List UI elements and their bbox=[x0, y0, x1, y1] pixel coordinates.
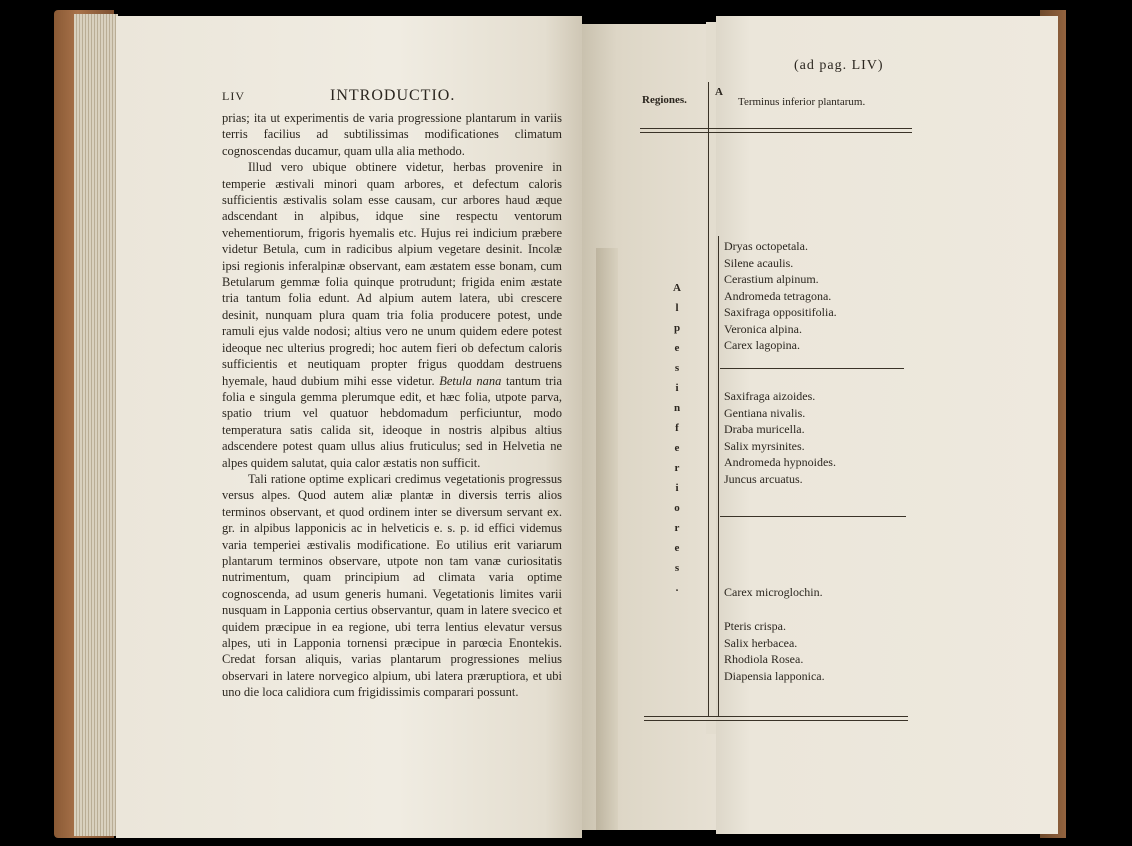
header-rule-top bbox=[640, 128, 912, 129]
paragraph-3: Tali ratione optime explicari credimus vegetationis progressus versus alpes. Quod autem aliæ plantæ in diversis terris alios terminos observant, et quod ordinem inter se diversum servant ex. gr. in alpibus lapponicis ac in helveticis e. s. p. id effici videmus varia temperiei æstivalis modificatione. Eo utilius erit variarum plantarum terminos observare, utpote non tam vanæ curiositatis nutrimentum, quam principium ad climata varia optime cognoscenda, ad usum generis humani. Vegetationis limites varii nusquam in Lapponia certius observantur, quam in latere svecico et quidem præcipue in ea regione, ubi terra lentius elevatur versus alpes, uti in Lapponia tornensi præcipue in parœcia Enontekis. Credat forsan aliquis, varias plantarum progressiones melius observari in latere norvegico alpium, ubi latera præruptiora, et ubi uno die loca calidiora cum frigidissimis comparari possunt. bbox=[222, 471, 562, 700]
column-header-a: A bbox=[715, 86, 723, 98]
running-head bbox=[222, 87, 558, 109]
plant-item: Saxifraga oppositifolia. bbox=[724, 305, 837, 319]
plant-item: Draba muricella. bbox=[724, 422, 805, 436]
plant-item: Juncus arcuatus. bbox=[724, 471, 803, 486]
column-divider bbox=[708, 82, 709, 716]
plant-item: Pteris crispa. bbox=[724, 619, 786, 633]
plant-item: Andromeda hypnoides. bbox=[724, 455, 836, 469]
page-edges bbox=[74, 14, 118, 836]
group-rule-1 bbox=[720, 368, 904, 369]
plant-item: Salix myrsinites. bbox=[724, 438, 805, 453]
paragraph-2 bbox=[222, 159, 562, 471]
paragraph-2-continued: tantum tria folia e singula gemma plerumque edit, et hæc folia, utpote parva, spatio trium vel quatuor hebdomadum perficiuntur, modo temperatura satis calida sit, ideoque in nostris alpibus altius adscendere potest quam ullus alius fruticulus; sed in Helvetia ne alpes quidem salutat, quia calor æstatis non sufficit. bbox=[222, 373, 562, 470]
body-text bbox=[222, 110, 562, 722]
column-header-regiones: Regiones. bbox=[642, 94, 687, 106]
plant-group-3 bbox=[724, 584, 823, 601]
plant-item: Carex lagopina. bbox=[724, 338, 800, 352]
plant-group-2 bbox=[724, 388, 836, 487]
plant-item: Silene acaulis. bbox=[724, 255, 794, 270]
italic-phrase: Betula nana bbox=[439, 373, 502, 388]
plant-item: Carex microglochin. bbox=[724, 585, 823, 599]
plant-item: Veronica alpina. bbox=[724, 321, 802, 336]
plant-group-4 bbox=[724, 618, 825, 684]
plant-group-1 bbox=[724, 238, 837, 354]
region-label: A l p e s i n f e r i o r e s . bbox=[673, 282, 681, 594]
plant-item: Saxifraga aizoides. bbox=[724, 389, 816, 403]
header-rule-bottom bbox=[640, 132, 912, 133]
plant-item: Dryas octopetala. bbox=[724, 239, 808, 253]
plant-item: Cerastium alpinum. bbox=[724, 272, 819, 286]
plant-item: Salix herbacea. bbox=[724, 635, 798, 650]
paragraph-2-text: Illud vero ubique obtinere videtur, herbas provenire in temperie æstivali minori quam arbores, et defectum caloris sufficientis æstivalis solam esse causam, cur arbores haud æque adscendant in alpibus, idque sine respectu ventorum vehementiorum, frigoris hyemalis etc. Hujus rei indicium præbere videtur Betula, cum in radicibus alpium vegetare desinit. Incolæ ipsi regionis inferalpinæ observant, eam æstatem esse bonam, cum Betularum gemmæ folia quinque protrudunt; frigida enim æstate tria tantum folia edunt. Ad alpium autem latera, ubi crescere desinit, nunquam plura quam tria folia producere potest, unde ramuli ejus valde nodosi; altius vero ne unum quidem edere potest ideoque nec ulterius progredi; hoc autem fieri ob defectum caloris sufficientis et neutiquam propter frigus quoddam destruens hyemale, haud dubium mihi esse videtur. bbox=[222, 160, 562, 388]
running-title: INTRODUCTIO. bbox=[330, 87, 456, 104]
group-rule-2 bbox=[720, 516, 906, 517]
plant-item: Andromeda tetragona. bbox=[724, 288, 832, 303]
foldout-flap bbox=[596, 248, 618, 830]
paragraph-1: prias; ita ut experimentis de varia progressione plantarum in variis terris facilius ad subtilissimas modificationes climatum cognoscendas ducamur, quam ulla alia methodo. bbox=[222, 111, 562, 158]
plant-item: Rhodiola Rosea. bbox=[724, 652, 804, 666]
footer-rule-top bbox=[644, 716, 908, 717]
plant-item: Gentiana nivalis. bbox=[724, 405, 806, 420]
footer-rule-bottom bbox=[644, 720, 908, 721]
page-number: LIV bbox=[222, 89, 245, 103]
plant-item: Diapensia lapponica. bbox=[724, 668, 825, 683]
page-reference: (ad pag. LIV) bbox=[794, 58, 884, 73]
column-divider-inner bbox=[718, 236, 719, 716]
column-header-terminus: Terminus inferior plantarum. bbox=[738, 96, 866, 108]
